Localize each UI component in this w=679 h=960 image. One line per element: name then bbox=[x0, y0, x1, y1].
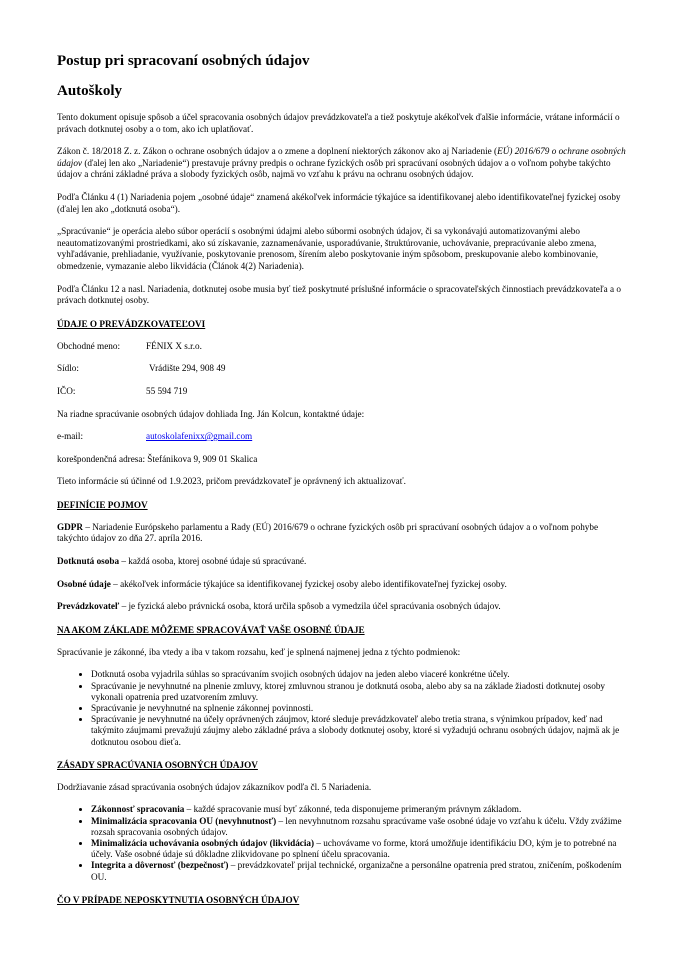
supervisor-paragraph: Na riadne spracúvanie osobných údajov dohliada Ing. Ján Kolcun, kontaktné údaje: bbox=[57, 408, 365, 419]
document-page bbox=[57, 52, 629, 917]
definition-term: Osobné údaje bbox=[57, 578, 111, 589]
definition-personal-data bbox=[57, 579, 629, 591]
email-row bbox=[57, 431, 629, 443]
address-paragraph: korešpondenčná adresa: Štefánikova 9, 909 01 Skalica bbox=[57, 453, 258, 464]
operator-name-label: Obchodné meno: bbox=[57, 340, 121, 351]
principles-intro: Dodržiavanie zásad spracúvania osobných údajov zákazníkov podľa čl. 5 Nariadenia. bbox=[57, 781, 372, 792]
list-item bbox=[91, 804, 629, 815]
principle-text: – prevádzkovateľ prijal technické, organizačne a personálne opatrenia pred stratou, zničením, poškodením OU. bbox=[91, 860, 622, 882]
article4-paragraph: Podľa Článku 4 (1) Nariadenia pojem „osobné údaje“ znamená akékoľvek informácie týkajúce sa identifikovanej alebo identifikovateľnej fyzickej osoby (ďalej len ako „dotknutá osoba“). bbox=[57, 191, 621, 214]
page-title: Postup pri spracovaní osobných údajov bbox=[57, 53, 310, 69]
law-text-italic: EÚ) 2016/679 o ochrane osobných údajov bbox=[57, 146, 626, 168]
article12-paragraph: Podľa Článku 12 a nasl. Nariadenia, dotknutej osobe musia byť tiež poskytnuté príslušné informácie o spracovateľských činnostiach prevádzkovateľa a o právach dotknutej osoby. bbox=[57, 283, 621, 306]
definition-term: Dotknutá osoba bbox=[57, 556, 120, 567]
definition-text: – akékoľvek informácie týkajúce sa identifikovanej fyzickej osoby alebo identifikovateľnej fyzickej osoby. bbox=[110, 578, 507, 589]
principle-term: Minimalizácia uchovávania osobných údajov (likvidácia) bbox=[91, 838, 315, 849]
law-paragraph bbox=[57, 146, 629, 181]
principle-term: Minimalizácia spracovania OU (nevyhnutnosť) bbox=[91, 815, 277, 826]
list-item: • Spracúvanie je nevyhnutné na splnenie zákonnej povinnosti. bbox=[91, 703, 629, 714]
list-item bbox=[91, 838, 629, 860]
basis-section-heading: NA AKOM ZÁKLADE MÔŽEME SPRACOVÁVAŤ VAŠE OSOBNÉ ÚDAJE bbox=[57, 624, 365, 635]
definition-term: GDPR bbox=[57, 521, 84, 532]
list-item: • Spracúvanie je nevyhnutné na účely oprávnených záujmov, ktoré sleduje prevádzkovateľ alebo tretia strana, s výnimkou prípadov, keď nad takýmito záujmami prevažujú záujmy alebo základné práva a slobody dotknutej osoby, ktoré si vyžadujú ochranu osobných údajov, najmä ak je dotknutou osobou dieťa. bbox=[91, 714, 629, 748]
operator-seat-label: Sídlo: bbox=[57, 363, 79, 374]
operator-seat-row bbox=[57, 363, 629, 375]
operator-ico-label: IČO: bbox=[57, 385, 76, 396]
definitions-section-heading: DEFINÍCIE POJMOV bbox=[57, 499, 148, 510]
basis-intro: Spracúvanie je zákonné, iba vtedy a iba v takom rozsahu, keď je splnená najmenej jedna z týchto podmienok: bbox=[57, 646, 461, 657]
nonprovision-section-heading: ČO V PRÍPADE NEPOSKYTNUTIA OSOBNÝCH ÚDAJOV bbox=[57, 894, 300, 905]
list-item bbox=[91, 816, 629, 838]
list-item: • Spracúvanie je nevyhnutné na plnenie zmluvy, ktorej zmluvnou stranou je dotknutá osoba, alebo aby sa na základe žiadosti dotknutej osoby vykonali opatrenia pred uzatvorením zmluvy. bbox=[91, 681, 629, 703]
definition-text: – každá osoba, ktorej osobné údaje sú spracúvané. bbox=[119, 556, 307, 567]
operator-name-value: FÉNIX X s.r.o. bbox=[146, 340, 202, 351]
operator-ico-row bbox=[57, 386, 629, 398]
definition-text: – je fyzická alebo právnická osoba, ktorá určila spôsob a vymedzila účel spracúvania osobných údajov. bbox=[119, 601, 501, 612]
basis-list bbox=[57, 669, 629, 747]
principle-term: Integrita a dôvernosť (bezpečnosť) bbox=[91, 860, 229, 871]
principles-section-heading: ZÁSADY SPRACÚVANIA OSOBNÝCH ÚDAJOV bbox=[57, 759, 258, 770]
email-label: e-mail: bbox=[57, 431, 84, 442]
definition-gdpr bbox=[57, 522, 629, 545]
intro-paragraph: Tento dokument opisuje spôsob a účel spracovania osobných údajov prevádzkovateľa a tiež poskytuje akékoľvek ďalšie informácie, vrátane informácií o právach dotknutej osoby a o tom, ako ich uplatňovať. bbox=[57, 112, 620, 134]
principle-term: Zákonnosť spracovania bbox=[91, 804, 185, 815]
validity-paragraph: Tieto informácie sú účinné od 1.9.2023, pričom prevádzkovateľ je oprávnený ich aktualizovať. bbox=[57, 476, 406, 487]
operator-ico-value: 55 594 719 bbox=[146, 385, 188, 396]
definition-term: Prevádzkovateľ bbox=[57, 601, 120, 612]
principle-text: – uchovávame vo forme, ktorá umožňuje identifikáciu DO, kým je to potrebné na účely. Vaše osobné údaje sú dôkladne zlikvidovane po splnení účelu spracovania. bbox=[91, 838, 617, 860]
list-item: • Dotknutá osoba vyjadrila súhlas so spracúvaním svojich osobných údajov na jeden alebo viaceré konkrétne účely. bbox=[91, 669, 629, 680]
law-text-b: (ďalej len ako „Nariadenie“) prestavuje právny predpis o ochrane fyzických osôb pri spracúvaní osobných údajov a o voľnom pohybe takýchto údajov a chráni základné práva a slobody fyzických osôb, najmä vo vzťahu k právu na ochranu osobných údajov. bbox=[57, 157, 611, 180]
principles-list bbox=[57, 804, 629, 882]
processing-definition-paragraph: „Spracúvanie“ je operácia alebo súbor operácií s osobnými údajmi alebo súbormi osobných údajov, či sa vykonávajú automatizovanými alebo neautomatizovanými prostriedkami, ako sú získavanie, zaznamenávanie, usporadúvanie, štruktúrovanie, uchovávanie, prepracúvanie alebo zmena, vyhľadávanie, prehliadanie, využívanie, poskytovanie prenosom, šírením alebo poskytovanie iným spôsobom, preskupovanie alebo kombinovanie, obmedzenie, vymazanie alebo likvidácia (Článok 4(2) Nariadenia). bbox=[57, 226, 599, 271]
page-subtitle: Autoškoly bbox=[57, 83, 123, 99]
principle-text: – každé spracovanie musí byť zákonné, teda disponujeme primeraným právnym základom. bbox=[184, 804, 522, 815]
principle-text: – len nevyhnutnom rozsahu spracúvame vaše osobné údaje vo vzťahu k účelu. Vždy zvážime rozsah spracovania osobných údajov. bbox=[91, 815, 622, 837]
operator-seat-value: Vrádište 294, 908 49 bbox=[149, 363, 226, 374]
list-item bbox=[91, 860, 629, 882]
definition-text: – Nariadenie Európskeho parlamentu a Rady (EÚ) 2016/679 o ochrane fyzických osôb pri spracúvaní osobných údajov a o voľnom pohybe takýchto údajov zo dňa 27. apríla 2016. bbox=[57, 521, 599, 544]
operator-name-row bbox=[57, 341, 629, 353]
law-text-a: Zákon č. 18/2018 Z. z. Zákon o ochrane osobných údajov a o zmene a doplnení niektorých zákonov ako aj Nariadenie ( bbox=[57, 146, 498, 157]
operator-section-heading: ÚDAJE O PREVÁDZKOVATEĽOVI bbox=[57, 318, 206, 329]
email-link[interactable]: autoskolafenixx@gmail.com bbox=[146, 431, 253, 442]
definition-controller bbox=[57, 601, 629, 613]
definition-data-subject bbox=[57, 556, 629, 568]
